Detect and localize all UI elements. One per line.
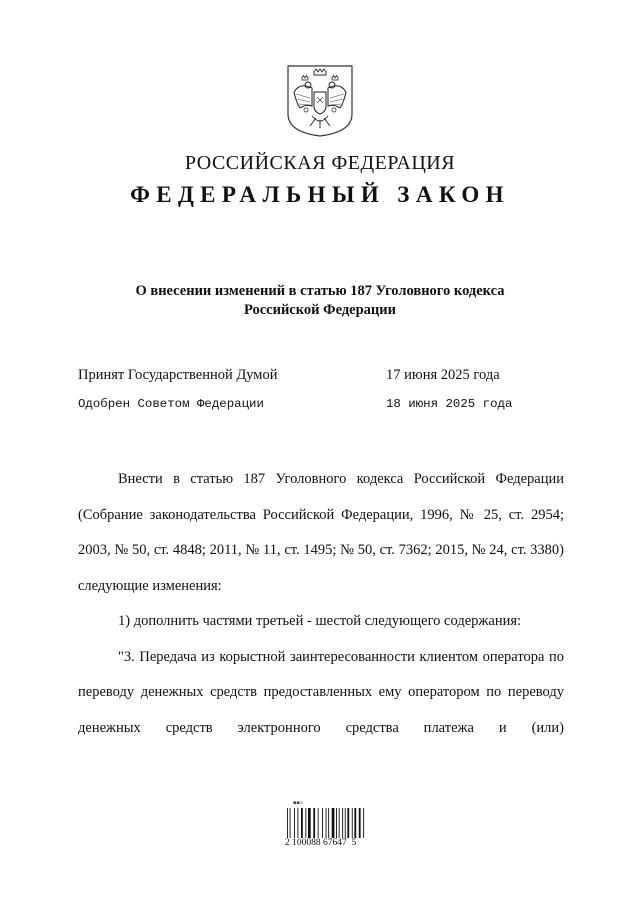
law-title-line-2: Российской Федерации — [243, 302, 396, 318]
barcode-bar — [339, 808, 340, 838]
body-paragraph-1: Внести в статью 187 Уголовного кодекса Российской Федерации (Собрание законодательства Российской Федерации, 1996, № 25, ст. 2954; 2003, № 50, ст. 4848; 2011, № 11, ст. 1495; № 50, ст. 7362; 2015, № 24, ст. 3380) следующие изменения: — [78, 471, 564, 594]
duma-date: 17 июня 2025 года — [386, 367, 500, 383]
barcode-icon — [287, 808, 367, 838]
body-paragraph-2: 1) дополнить частями третьей - шестой следующего содержания: — [118, 613, 522, 629]
barcode-bar — [332, 808, 335, 838]
barcode-bar — [352, 808, 353, 838]
barcode-bar — [342, 808, 343, 838]
council-label: Одобрен Советом Федерации — [78, 397, 264, 411]
law-body — [78, 462, 564, 746]
law-title — [60, 282, 580, 320]
barcode-stamp-icon: ▪▪▫ — [293, 800, 304, 806]
barcode-bar — [363, 808, 364, 838]
barcode-bar — [318, 808, 319, 838]
barcode-bar — [308, 808, 311, 838]
barcode — [285, 800, 365, 856]
duma-label: Принят Государственной Думой — [78, 367, 278, 383]
country-name: РОССИЙСКАЯ ФЕДЕРАЦИЯ — [184, 152, 456, 174]
barcode-bar — [301, 808, 303, 838]
barcode-bar — [336, 808, 337, 838]
barcode-bar — [294, 808, 295, 838]
barcode-bar — [345, 808, 346, 838]
barcode-number: 2 100088 67647 5 — [285, 838, 357, 848]
body-paragraph-3: "3. Передача из корыстной заинтересованности клиентом оператора по переводу денежных средств предоставленных ему оператором по переводу денежных средств электронного средства платежа и (или) — [78, 648, 564, 736]
barcode-bar — [326, 808, 327, 838]
barcode-bar — [290, 808, 291, 838]
document-type-heading: ФЕДЕРАЛЬНЫЙ ЗАКОН — [130, 182, 510, 207]
barcode-bar — [322, 808, 323, 838]
coat-of-arms-icon — [286, 64, 354, 138]
barcode-bar — [298, 808, 299, 838]
council-date: 18 июня 2025 года — [386, 397, 513, 411]
barcode-bar — [354, 808, 356, 838]
barcode-bar — [313, 808, 315, 838]
barcode-bar — [347, 808, 349, 838]
barcode-bar — [328, 808, 329, 838]
barcode-bar — [287, 808, 288, 838]
barcode-bar — [359, 808, 361, 838]
barcode-bar — [305, 808, 306, 838]
law-title-line-1: О внесении изменений в статью 187 Уголовного кодекса — [135, 283, 505, 299]
